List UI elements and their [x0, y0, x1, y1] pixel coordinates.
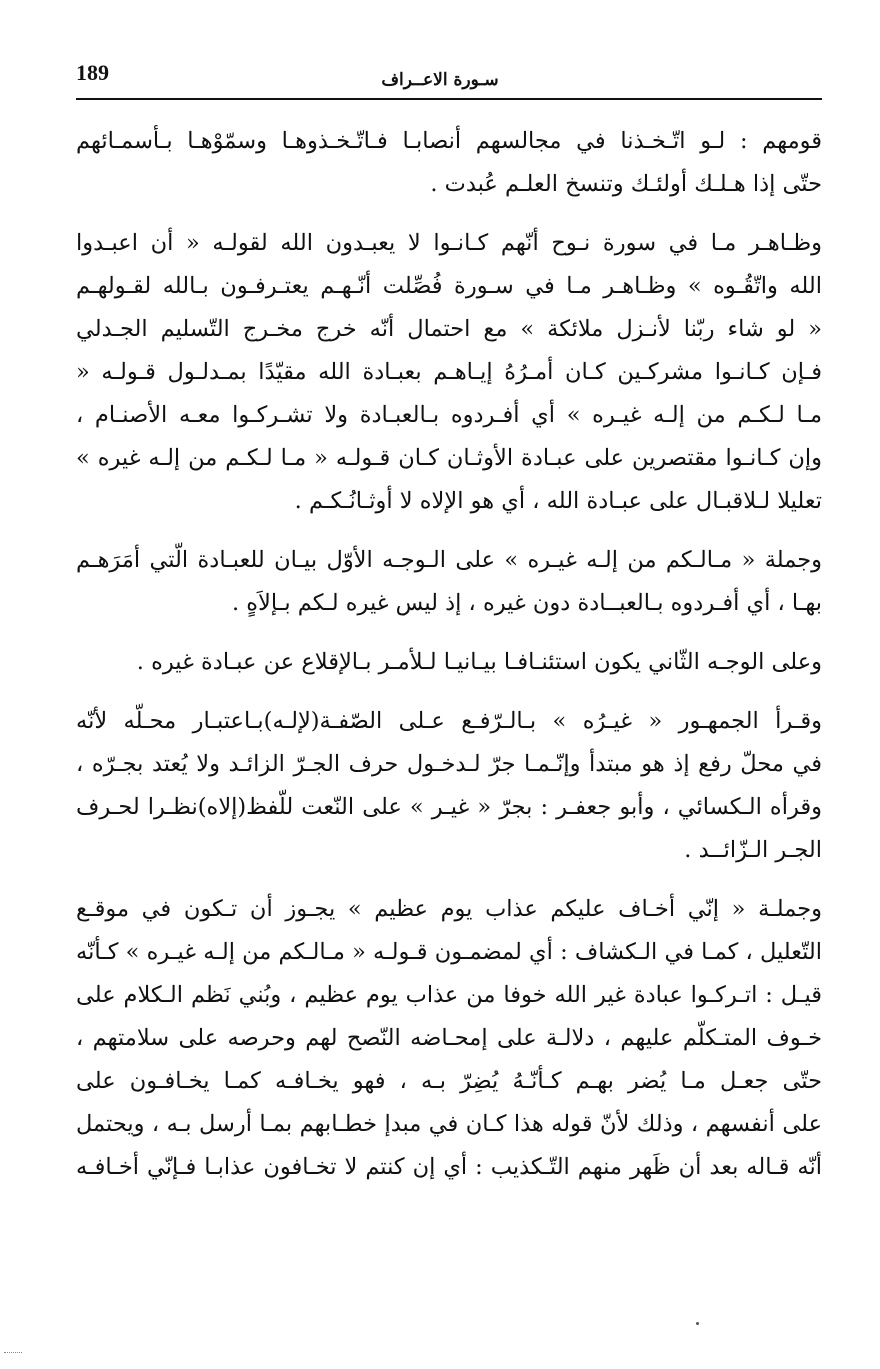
scan-speck — [696, 1322, 699, 1325]
header-rule — [76, 98, 822, 100]
text-line: خـوف المتـكلّم عليهم ، دلالـة على إمحـاضه النّصح لهم وحرصه على سلامتهم ، — [76, 1025, 822, 1051]
text-line: أنّه قـاله بعد أن ظَهر منهم التّـكذيب : أي إن كنتم لا تخـافون عذابـا فـإنّي أخـافـه — [76, 1154, 822, 1180]
text-line: حتّى إذا هـلـك أولئـك وتنسخ العلـم عُبدت . — [430, 171, 822, 197]
text-line: وظـاهـر مـا في سورة نـوح أنّهم كـانـوا لا يعبـدون الله لقولـه « أن اعبـدوا — [76, 230, 822, 256]
text-line: على أنفسهم ، وذلك لأنّ قوله هذا كـان في مبدإ خطـابهم بمـا أرسل بـه ، ويحتمل — [76, 1111, 822, 1137]
text-line: وعلى الوجـه الثّاني يكون استئنـافـا بيـانيـا لـلأمـر بـالإقلاع عن عبـادة غيره . — [136, 649, 822, 675]
paragraph-2 — [76, 222, 822, 523]
paragraph-1 — [76, 120, 822, 206]
paragraph-6 — [76, 888, 822, 1189]
paragraph-5 — [76, 700, 822, 872]
text-line: وجملـة « إنّي أخـاف عليكم عذاب يوم عظيم » يجـوز أن تـكون في موقـع — [76, 896, 822, 922]
paragraph-3 — [76, 539, 822, 625]
text-line: التّعليل ، كمـا في الـكشاف : أي لمضمـون قـولـه « مـالـكم من إلـه غيـره » كـأنّه — [76, 939, 822, 965]
body-text — [76, 120, 822, 1189]
text-line: الجـر الـزّائــد . — [684, 837, 822, 863]
text-line: فـإن كـانـوا مشركـين كـان أمـرُهُ إيـاهـم بعبـادة الله مقيّدًا بمـدلـول قـولـه « — [76, 359, 822, 385]
text-line: في محلّ رفع إذ هو مبتدأ وإنّـمـا جرّ لـدخـول حرف الجـرّ الزائـد ولا يُعتد بجـرّه ، — [76, 751, 822, 777]
text-line: « لو شاء ربّنا لأنـزل ملائكة » مع احتمال أنّه خرج مخـرج التّسليم الجـدلي — [76, 316, 822, 342]
running-head-surah-title: سـورة الاعــراف — [381, 70, 499, 90]
text-line: تعليلا لـلاقبـال على عبـادة الله ، أي هو الإلاه لا أوثـانُـكـم . — [294, 488, 822, 514]
text-line: وقرأه الـكسائي ، وأبو جعفـر : بجرّ « غيـر » على النّعت للّفظ(إلاه)نظـرا لحـرف — [76, 794, 822, 820]
text-line: وجملة « مـالـكم من إلـه غيـره » على الـوجـه الأوّل بيـان للعبـادة الّتي أمَرَهـم — [76, 547, 822, 573]
page-number: 189 — [76, 60, 109, 85]
text-line: قومهم : لـو اتّـخـذنا في مجالسهم أنصابـا فـاتّـخـذوهـا وسمّوْهـا بـأسمـائهم — [76, 128, 822, 154]
text-line: بهـا ، أي أفـردوه بـالعبــادة دون غيره ، إذ ليس غيره لـكم بـإلاَهٍ . — [231, 590, 822, 616]
text-line: وقـرأ الجمهـور « غيـرُه » بـالـرّفـع عـلى الصّفـة(لإلـه)بـاعتبـار محـلّه لأنّه — [76, 708, 822, 734]
text-line: قيـل : اتـركـوا عبادة غير الله خوفا من عذاب يوم عظيم ، وبُني نَظم الـكلام على — [76, 982, 822, 1008]
text-line: الله واتّقُـوه » وظـاهـر مـا في سـورة فُصِّلت أنّـهـم يعتـرفـون بـالله لقـولهـم — [76, 273, 822, 299]
text-line: حتّى جعـل مـا يُضر بهـم كـأنّـهُ يُضِرّ بـه ، فهو يخـافـه كمـا يخـافـون على — [76, 1068, 822, 1094]
text-line: وإن كـانـوا مقتصرين على عبـادة الأوثـان كـان قـولـه « مـا لـكـم من إلـه غيره » — [76, 445, 822, 471]
scan-edge-mark — [4, 1352, 22, 1353]
text-line: مـا لـكـم من إلـه غيـره » أي أفـردوه بـالعبـادة ولا تشـركـوا معـه الأصنـام ، — [76, 402, 822, 428]
paragraph-4 — [76, 641, 822, 684]
